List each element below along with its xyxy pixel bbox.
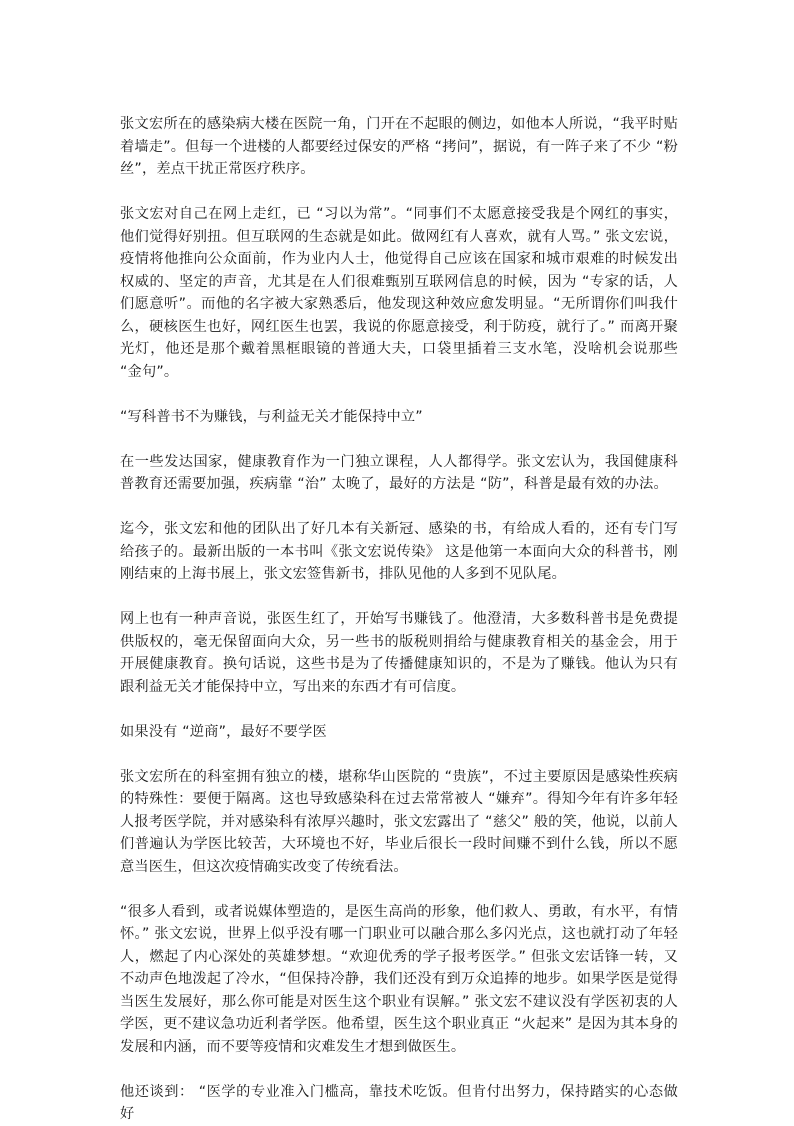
section-heading-resilience: 如果没有 “逆商”，最好不要学医 [120, 723, 327, 740]
paragraph-health-education: 在一些发达国家，健康教育作为一门独立课程，人人都得学。张文宏认为，我国健康科普教育还需要加强，疾病靠 “治” 太晚了，最好的方法是 “防”，科普是最有效的办法。 [120, 453, 678, 492]
paragraph-doctor-image: “很多人看到，或者说媒体塑造的，是医生高尚的形象，他们救人、勇敢，有水平，有情怀。” 张文宏说，世界上似乎没有哪一门职业可以融合那么多闪光点，这也就打动了年轻人，燃起了内心深处的英雄梦想。“欢迎优秀的学子报考医学。” 但张文宏话锋一转，又不动声色地泼起了冷水，“但保持冷静，我们还没有到万众追捧的地步。如果学医是觉得当医生发展好，那么你可能是对医生这个职业有误解。” 张文宏不建议没有学医初衷的人学医，更不建议急功近利者学医。他希望，医生这个职业真正 “火起来” 是因为其本身的发展和内涵，而不要等疫情和灾难发生才想到做医生。 [120, 903, 678, 1055]
paragraph-published-books: 迄今，张文宏和他的团队出了好几本有关新冠、感染的书，有给成人看的，还有专门写给孩子的。最新出版的一本书叫《张文宏说传染》 这是他第一本面向大众的科普书，刚刚结束的上海书展上，张文宏签售新书，排队见他的人多到不见队尾。 [120, 521, 678, 582]
paragraph-medical-threshold: 他还谈到： “医学的专业准入门槛高，靠技术吃饭。但肯付出努力，保持踏实的心态做好 [120, 1083, 678, 1122]
paragraph-royalties: 网上也有一种声音说，张医生红了，开始写书赚钱了。他澄清，大多数科普书是免费提供版权的，毫无保留面向大众，另一些书的版税则捐给与健康教育相关的基金会，用于开展健康教育。换句话说，这些书是为了传播健康知识的，不是为了赚钱。他认为只有跟利益无关才能保持中立，写出来的东西才有可信度。 [120, 611, 678, 695]
paragraph-hospital-building: 张文宏所在的感染病大楼在医院一角，门开在不起眼的侧边，如他本人所说，“我平时贴着墙走”。但每一个进楼的人都要经过保安的严格 “拷问”，据说，有一阵子来了不少 “粉丝”，差点干扰正常医疗秩序。 [120, 116, 678, 177]
paragraph-internet-fame: 张文宏对自己在网上走红，已 “习以为常”。“同事们不太愿意接受我是个网红的事实，他们觉得好别扭。但互联网的生态就是如此。做网红有人喜欢，就有人骂。” 张文宏说，疫情将他推向公众面前，作为业内人士，他觉得自己应该在国家和城市艰难的时候发出权威的、坚定的声音，尤其是在人们很难甄别互联网信息的时候，因为 “专家的话，人们愿意听”。而他的名字被大家熟悉后，他发现这种效应愈发明显。“无所谓你们叫我什么，硬核医生也好，网红医生也罢，我说的你愿意接受，利于防疫，就行了。” 而离开聚光灯，他还是那个戴着黑框眼镜的普通大夫，口袋里插着三支水笔，没啥机会说那些 “金句”。 [120, 206, 678, 380]
article-body [120, 113, 678, 1126]
paragraph-infectious-department: 张文宏所在的科室拥有独立的楼，堪称华山医院的 “贵族”，不过主要原因是感染性疾病的特殊性：要便于隔离。这也导致感染科在过去常常被人 “嫌弃”。得知今年有许多年轻人报考医学院，并对感染科有浓厚兴趣时，张文宏露出了 “慈父” 般的笑，他说，以前人们普遍认为学医比较苦，大环境也不好，毕业后很长一段时间赚不到什么钱，所以不愿意当医生，但这次疫情确实改变了传统看法。 [120, 768, 678, 875]
section-heading-science-books: “写科普书不为赚钱，与利益无关才能保持中立” [120, 408, 423, 425]
